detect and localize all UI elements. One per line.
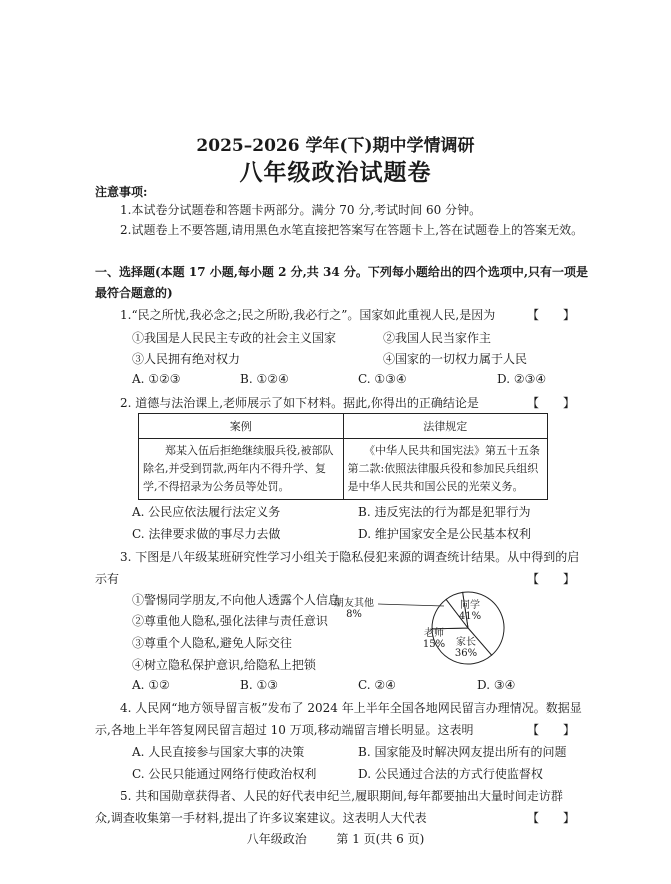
q1-statement-4: ④国家的一切权力属于人民 [383, 352, 528, 366]
q1-stem: 1.“民之所忧,我必念之;民之所盼,我必行之”。国家如此重视人民,是因为 [120, 308, 496, 322]
pie-slice-label-4: 朋友其他 [334, 598, 374, 609]
footer-page-number: 第 1 页(共 6 页) [336, 832, 425, 846]
pie-leader-line [378, 604, 444, 606]
privacy-source-pie-chart [334, 590, 580, 670]
pie-slice-label-2: 家长 [456, 637, 476, 648]
footer-subject: 八年级政治 [246, 832, 307, 846]
q3-stem-line1: 3. 下图是八年级某班研究性学习小组关于隐私侵犯来源的调查统计结果。从中得到的启 [120, 550, 580, 564]
q5-answer-bracket: 【 】 [527, 811, 576, 825]
q3-option-a: A. ①② [132, 678, 170, 692]
exam-term-title: 2025–2026 学年(下)期中学情调研 [196, 136, 475, 156]
q1-option-a: A. ①②③ [132, 372, 181, 386]
pie-slice-value-1: 41% [458, 611, 482, 622]
q4-option-a: A. 人民直接参与国家大事的决策 [132, 745, 305, 759]
q3-statement-4: ④树立隐私保护意识,给隐私上把锁 [132, 658, 316, 672]
q3-option-c: C. ②④ [358, 678, 396, 692]
notice-heading: 注意事项: [95, 185, 148, 199]
notice-item-1: 1.本试卷分试题卷和答题卡两部分。满分 70 分,考试时间 60 分钟。 [120, 203, 482, 217]
q4-stem-line1: 4. 人民网“地方领导留言板”发布了 2024 年上半年全国各地网民留言办理情况。数据显 [120, 701, 582, 715]
pie-slice-value-3: 15% [422, 639, 446, 650]
q2-answer-bracket: 【 】 [527, 396, 576, 410]
q3-statement-3: ③尊重个人隐私,避免人际交往 [132, 636, 292, 650]
q4-option-b: B. 国家能及时解决网友提出所有的问题 [358, 745, 567, 759]
q2-option-b: B. 违反宪法的行为都是犯罪行为 [358, 505, 531, 519]
q1-option-c: C. ①③④ [358, 372, 407, 386]
q1-statement-3: ③人民拥有绝对权力 [132, 352, 241, 366]
q2-option-a: A. 公民应依法履行法定义务 [132, 505, 281, 519]
q1-answer-bracket: 【 】 [527, 308, 576, 322]
q1-option-d: D. ②③④ [497, 372, 547, 386]
pie-slice-value-2: 36% [454, 648, 478, 659]
q3-option-d: D. ③④ [477, 678, 516, 692]
q3-option-b: B. ①③ [240, 678, 278, 692]
q2-option-c: C. 法律要求做的事尽力去做 [132, 527, 281, 541]
section-heading-line2: 最符合题意的) [95, 286, 173, 300]
q2-table-header-law: 法律规定 [343, 414, 548, 439]
q1-option-b: B. ①②④ [240, 372, 289, 386]
q2-table-law-cell: 《中华人民共和国宪法》第五十五条第二款:依照法律服兵役和参加民兵组织是中华人民共和国公民的光荣义务。 [343, 439, 548, 500]
q1-statement-1: ①我国是人民民主专政的社会主义国家 [132, 331, 337, 345]
pie-slice-value-4: 8% [346, 609, 362, 620]
pie-slice-label-1: 同学 [460, 600, 480, 611]
q1-statement-2: ②我国人民当家作主 [383, 331, 492, 345]
q3-statement-2: ②尊重他人隐私,强化法律与责任意识 [132, 614, 328, 628]
q4-answer-bracket: 【 】 [527, 723, 576, 737]
notice-item-2: 2.试题卷上不要答题,请用黑色水笔直接把答案写在答题卡上,答在试题卷上的答案无效。 [120, 223, 584, 237]
q3-answer-bracket: 【 】 [527, 572, 576, 586]
q4-stem-line2: 示,各地上半年答复网民留言超过 10 万项,移动端留言增长明显。这表明 [95, 723, 474, 737]
q2-table-header-case: 案例 [139, 414, 344, 439]
exam-paper-title: 八年级政治试题卷 [239, 159, 432, 186]
q5-stem-line1: 5. 共和国勋章获得者、人民的好代表申纪兰,履职期间,每年都要抽出大量时间走访群 [120, 789, 563, 803]
pie-slice-label-3: 老师 [424, 628, 444, 639]
q2-option-d: D. 维护国家安全是公民基本权利 [358, 527, 531, 541]
q4-option-c: C. 公民只能通过网络行使政治权利 [132, 767, 317, 781]
q3-statement-1: ①警惕同学朋友,不向他人透露个人信息 [132, 593, 340, 607]
q5-stem-line2: 众,调查收集第一手材料,提出了许多议案建议。这表明人大代表 [95, 811, 427, 825]
section-heading-line1: 一、选择题(本题 17 小题,每小题 2 分,共 34 分。下列每小题给出的四个选项中,只有一项是 [95, 265, 589, 279]
page-footer [0, 830, 671, 847]
q2-material-table [138, 413, 548, 500]
q3-stem-line2: 示有 [95, 572, 120, 586]
q2-stem: 2. 道德与法治课上,老师展示了如下材料。据此,你得出的正确结论是 [120, 396, 479, 410]
q2-table-case-cell: 郑某入伍后拒绝继续服兵役,被部队除名,并受到罚款,两年内不得升学、复学,不得招录为公务员等处罚。 [139, 439, 344, 500]
q4-option-d: D. 公民通过合法的方式行使监督权 [358, 767, 543, 781]
